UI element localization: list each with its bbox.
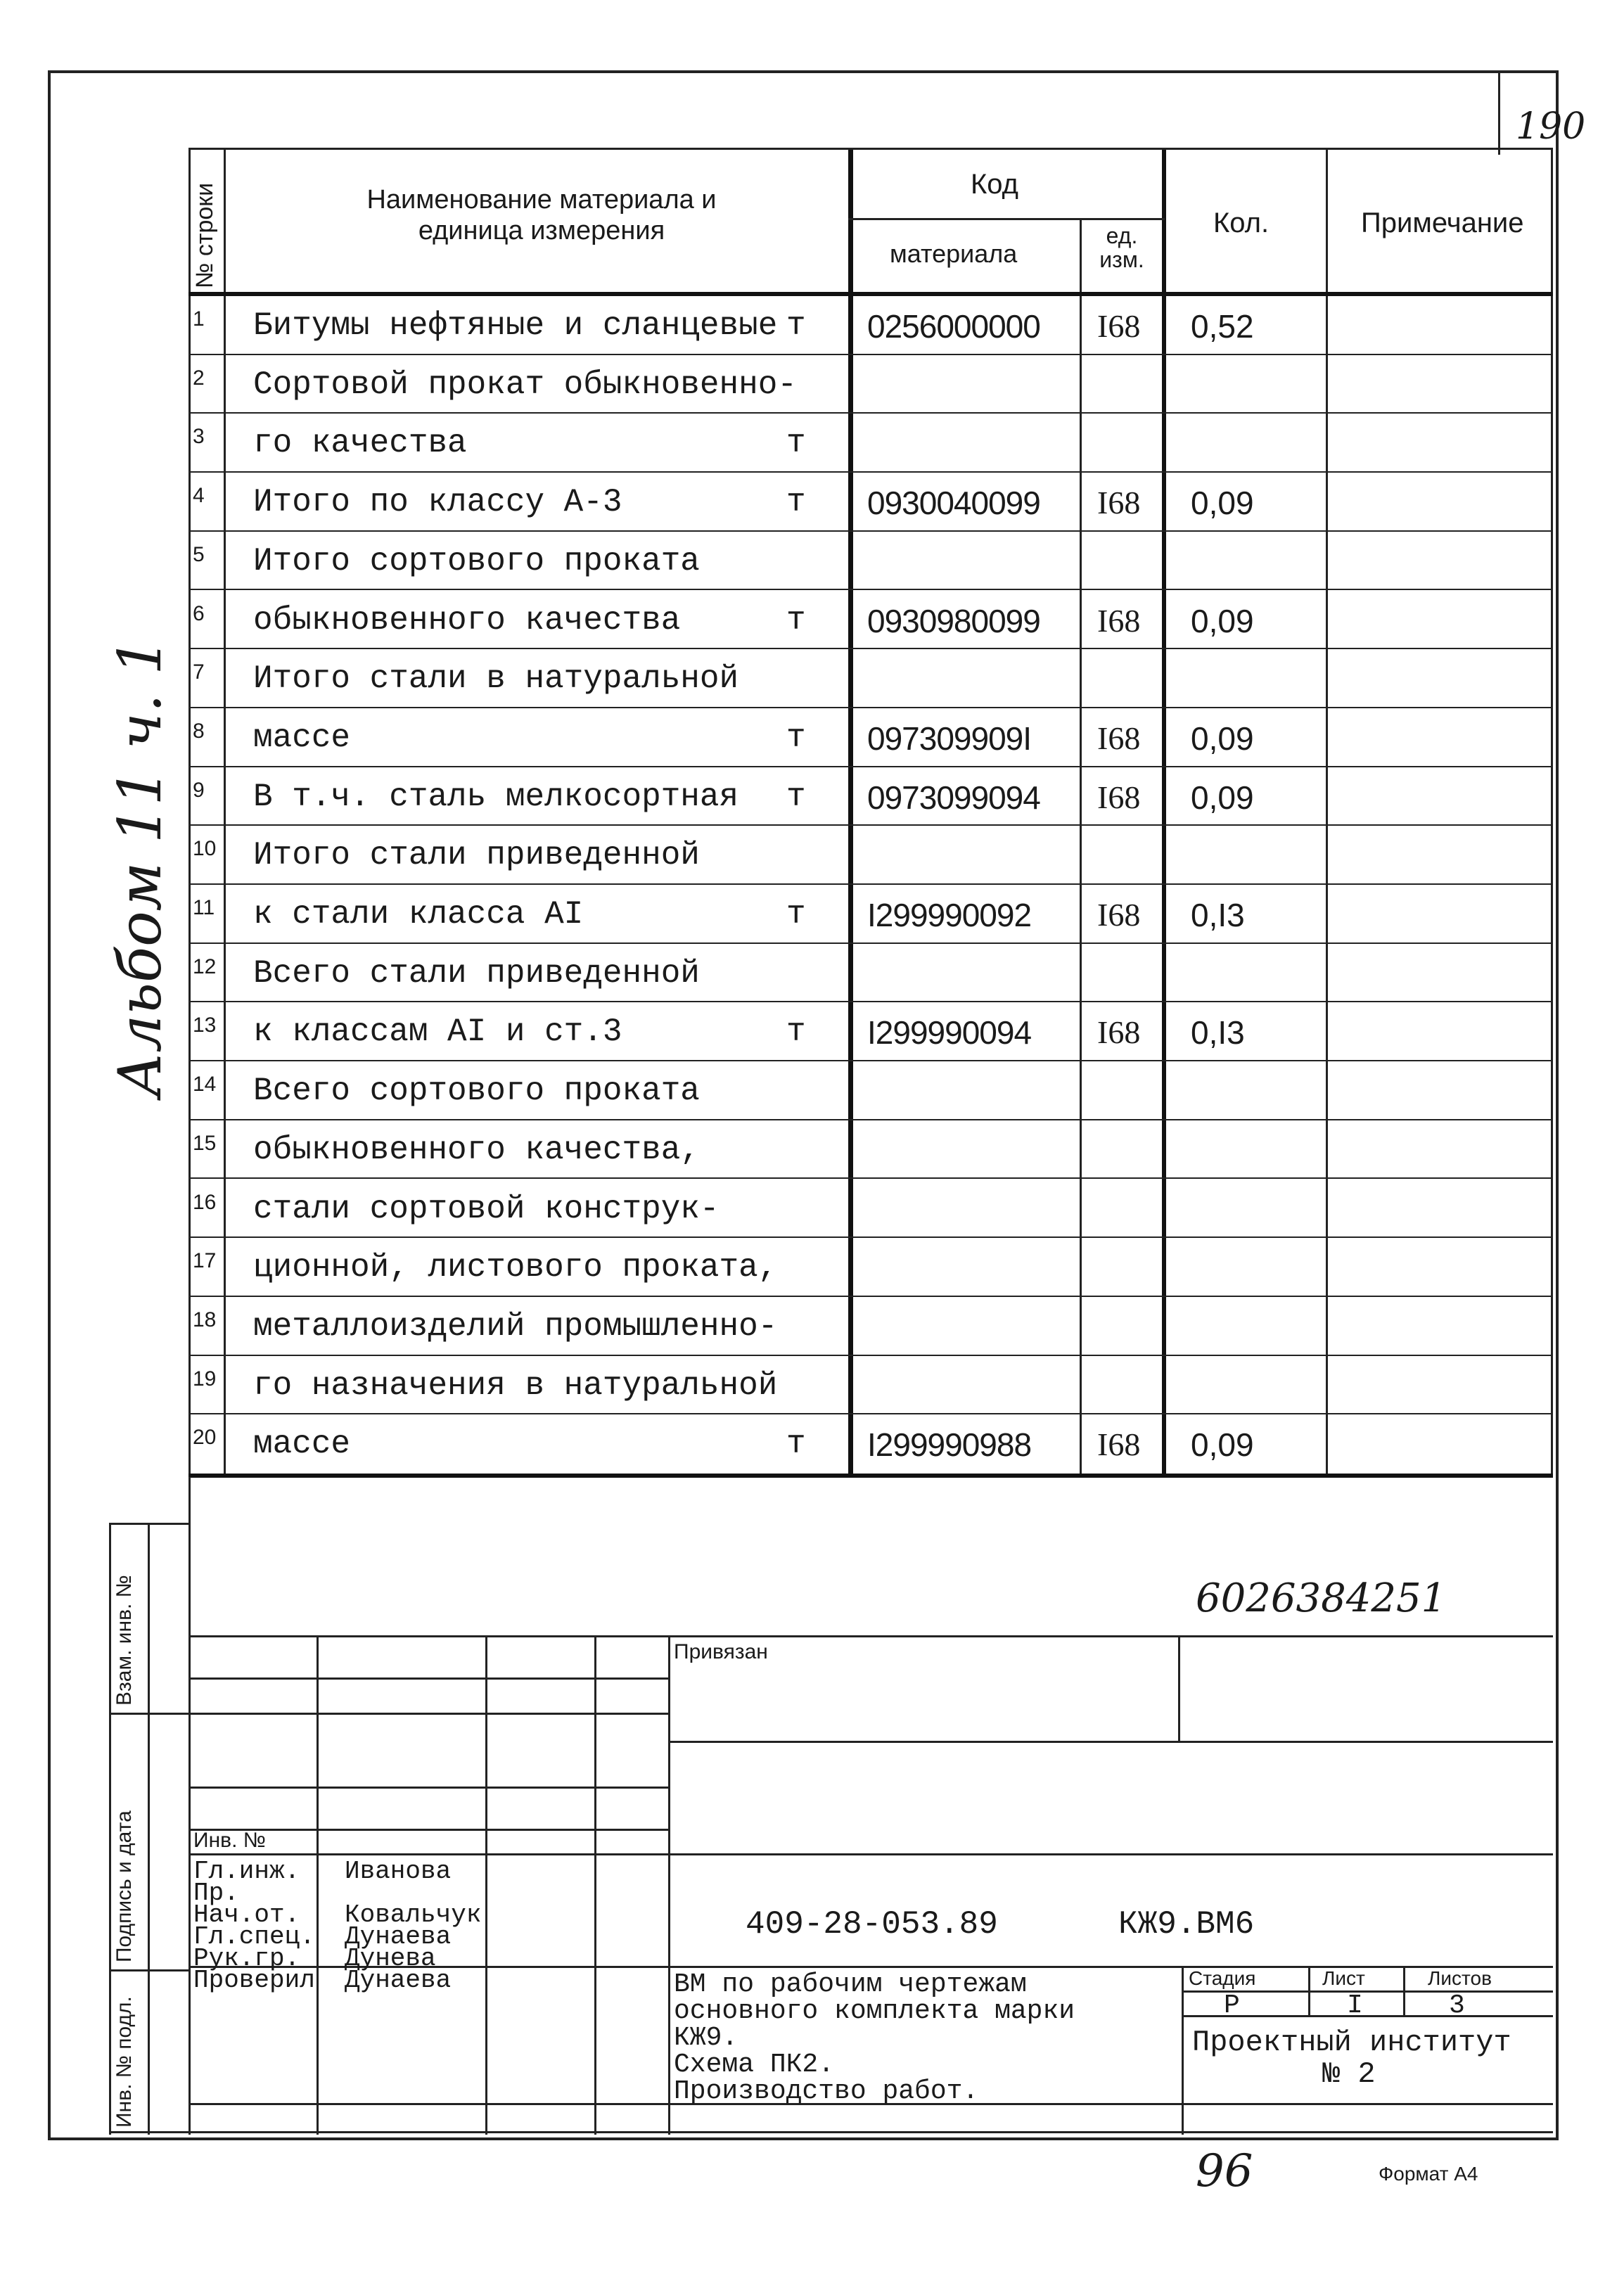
note-header: Примечание (1361, 207, 1524, 238)
row-number: 9 (193, 778, 205, 802)
row-unit-code: I68 (1097, 779, 1141, 815)
stamp-person-name: Иванова (345, 1857, 452, 1886)
qty-header: Кол. (1213, 207, 1270, 238)
row-quantity: 0,09 (1191, 720, 1254, 757)
stamp-person-name: Ковальчук (345, 1900, 482, 1929)
row-number: 11 (193, 896, 215, 919)
row-number: 4 (193, 484, 205, 508)
row-name: Битумы нефтяные и сланцевые (253, 307, 778, 344)
stamp-person-name: Дунаева (345, 1966, 452, 1995)
stamp-role: Проверил (193, 1966, 315, 1995)
privyazan-label: Привязан (674, 1640, 768, 1663)
row-number: 17 (193, 1249, 217, 1273)
page-number: 96 (1196, 2145, 1253, 2197)
org-line1: Проектный институт (1192, 2026, 1511, 2059)
row-unit-code: I68 (1097, 1014, 1141, 1051)
row-name: ционной, листового проката, (253, 1249, 778, 1286)
stamp-top-line (188, 1635, 1553, 1637)
row-material-code: 097309909I (867, 720, 1032, 757)
table-row (188, 355, 1553, 414)
table-top-border (188, 148, 1553, 150)
row-quantity: 0,09 (1191, 485, 1254, 522)
row-quantity: 0,I3 (1191, 897, 1245, 933)
side-strip-top (109, 1523, 190, 1525)
table-row (188, 1180, 1553, 1239)
row-name: Итого по классу А-3 (253, 484, 622, 521)
row-unit: т (786, 778, 806, 815)
stamp-role: Пр. (193, 1879, 239, 1907)
row-number: 14 (193, 1073, 217, 1097)
row-number: 8 (193, 719, 205, 743)
row-unit-code: I68 (1097, 720, 1141, 756)
table-row (188, 944, 1553, 1003)
row-material-code: I299990092 (867, 897, 1032, 933)
row-name: массе (253, 1426, 351, 1463)
album-label: Альбом 11 ч. 1 (106, 637, 174, 1097)
table-row (188, 1238, 1553, 1297)
side-strip-line1 (109, 1713, 190, 1715)
row-name: Всего сортового проката (253, 1073, 700, 1110)
stamp-row-a (188, 1677, 670, 1680)
table-row (188, 826, 1553, 885)
row-number: 20 (193, 1426, 217, 1450)
doc-title-line: ВМ по рабочим чертежам (674, 1969, 1027, 2000)
row-name: Итого стали приведенной (253, 837, 700, 874)
row-number: 12 (193, 954, 217, 978)
unit-code-header (1087, 224, 1157, 271)
table-row (188, 1061, 1553, 1120)
table-row (188, 414, 1553, 473)
row-name: Итого стали в натуральной (253, 660, 739, 698)
row-name: к классам АI и ст.3 (253, 1014, 622, 1051)
row-number: 10 (193, 837, 217, 861)
stamp-row-c (668, 1741, 1553, 1743)
row-name: стали сортовой конструк- (253, 1190, 720, 1227)
row-number: 2 (193, 366, 205, 390)
table-row (188, 1297, 1553, 1356)
row-unit-code: I68 (1097, 308, 1141, 344)
row-number: 18 (193, 1308, 217, 1331)
row-name: к стали класса АI (253, 896, 584, 933)
row-material-code: 0973099094 (867, 779, 1040, 816)
sheets-label: Листов (1428, 1967, 1492, 1989)
side-strip-right (148, 1523, 150, 2135)
doc-title-line: Производство работ. (674, 2076, 979, 2107)
row-name: обыкновенного качества (253, 601, 681, 639)
code-header: Код (971, 169, 1019, 200)
row-unit: т (786, 1426, 806, 1463)
row-unit: т (786, 896, 806, 933)
stamp-row-f (188, 1853, 1553, 1855)
stamp-left-border (188, 1477, 191, 2135)
inv-no-label: Инв. № (193, 1829, 266, 1852)
row-name: Всего стали приведенной (253, 954, 700, 992)
row-unit: т (786, 484, 806, 521)
sheet-number-divider (1498, 70, 1500, 155)
row-unit: т (786, 719, 806, 756)
stage-label: Стадия (1189, 1967, 1256, 1989)
table-row (188, 1414, 1553, 1474)
row-unit-code: I68 (1097, 485, 1141, 521)
table-row (188, 1120, 1553, 1180)
stamp-role: Гл.спец. (193, 1922, 315, 1951)
table-row (188, 767, 1553, 826)
row-quantity: 0,I3 (1191, 1014, 1245, 1052)
side-label-vzam: Взам. инв. № (113, 1575, 136, 1706)
stamp-bottom (109, 2131, 1553, 2133)
row-name: обыкновенного качества, (253, 1131, 700, 1168)
stamp-role: Гл.инж. (193, 1857, 300, 1886)
stamp-row-b (188, 1713, 670, 1715)
stamp-col1 (317, 1635, 319, 2135)
stage-value: Р (1224, 1990, 1240, 2021)
org-line2: № 2 (1322, 2057, 1376, 2091)
row-unit: т (786, 307, 806, 344)
row-number: 16 (193, 1190, 217, 1214)
row-quantity: 0,09 (1191, 1426, 1254, 1464)
side-label-podpis: Подпись и дата (113, 1810, 136, 1962)
row-material-code: 0930980099 (867, 602, 1040, 639)
stamp-role: Рук.гр. (193, 1944, 300, 1973)
row-name: массе (253, 719, 351, 756)
row-num-header: № строки (191, 182, 218, 288)
row-number: 13 (193, 1014, 217, 1037)
row-number: 3 (193, 425, 205, 449)
row-number: 1 (193, 307, 205, 331)
sheet-label: Лист (1322, 1967, 1365, 1989)
row-number: 6 (193, 601, 205, 625)
row-number: 5 (193, 542, 205, 566)
material-code-header: материала (890, 239, 1018, 268)
row-name: го качества (253, 425, 467, 462)
name-header (324, 184, 760, 246)
table-row (188, 1356, 1553, 1415)
table-row (188, 708, 1553, 767)
table-row (188, 649, 1553, 708)
format-label: Формат А4 (1379, 2163, 1478, 2185)
row-material-code: I299990988 (867, 1426, 1032, 1464)
row-name: Итого сортового проката (253, 542, 700, 580)
side-label-inv-podl: Инв. № подл. (113, 1996, 136, 2128)
stamp-role: Нач.от. (193, 1900, 300, 1929)
table-row (188, 1002, 1553, 1061)
row-name: го назначения в натуральной (253, 1367, 778, 1404)
row-unit-code: I68 (1097, 602, 1141, 639)
row-material-code: 0256000000 (867, 308, 1040, 345)
row-number: 7 (193, 660, 205, 684)
side-strip-line2 (109, 1969, 190, 1971)
stamp-col5 (1178, 1635, 1180, 1741)
row-unit: т (786, 1014, 806, 1051)
stamp-person-name: Дунаева (345, 1922, 452, 1951)
unit-code-header-text: ед. изм. (1099, 223, 1144, 272)
row-name: Сортовой прокат обыкновенно- (253, 366, 797, 403)
sheets-value: 3 (1449, 1990, 1465, 2021)
table-row (188, 885, 1553, 944)
table-bottom-line (188, 1474, 1553, 1478)
sheet-value: I (1347, 1990, 1363, 2021)
row-material-code: 0930040099 (867, 485, 1040, 522)
table-row (188, 296, 1553, 355)
side-strip-left (109, 1523, 111, 2135)
row-name: металлоизделий промышленно- (253, 1308, 778, 1345)
table-row (188, 473, 1553, 532)
handwritten-number: 6026384251 (1196, 1576, 1447, 1621)
sheet-number: 190 (1516, 106, 1586, 148)
table-row (188, 532, 1553, 591)
row-unit: т (786, 601, 806, 639)
row-unit-code: I68 (1097, 897, 1141, 933)
row-quantity: 0,09 (1191, 602, 1254, 639)
stamp-col4 (668, 1635, 670, 2135)
stamp-row-d (188, 1787, 670, 1789)
row-quantity: 0,52 (1191, 308, 1254, 345)
row-material-code: I299990094 (867, 1014, 1032, 1052)
doc-title-line: основного комплекта марки (674, 1996, 1075, 2026)
name-header-text: Наименование материала и единица измерения (366, 185, 717, 245)
doc-code: 409-28-053.89 (746, 1906, 998, 1943)
doc-title-line: Схема ПК2. (674, 2050, 835, 2080)
doc-title-line: КЖ9. (674, 2023, 739, 2053)
stamp-person-name: Дунева (345, 1944, 436, 1973)
row-name: В т.ч. сталь мелкосортная (253, 778, 739, 815)
row-unit-code: I68 (1097, 1426, 1141, 1463)
row-number: 19 (193, 1367, 217, 1391)
code-subheader-line (848, 218, 1165, 220)
stamp-col2 (485, 1635, 487, 2135)
row-quantity: 0,09 (1191, 779, 1254, 816)
stamp-col3 (594, 1635, 596, 2135)
doc-marks: КЖ9.ВМ6 (1118, 1906, 1255, 1943)
table-row (188, 591, 1553, 650)
row-number: 15 (193, 1131, 217, 1155)
row-unit: т (786, 425, 806, 462)
